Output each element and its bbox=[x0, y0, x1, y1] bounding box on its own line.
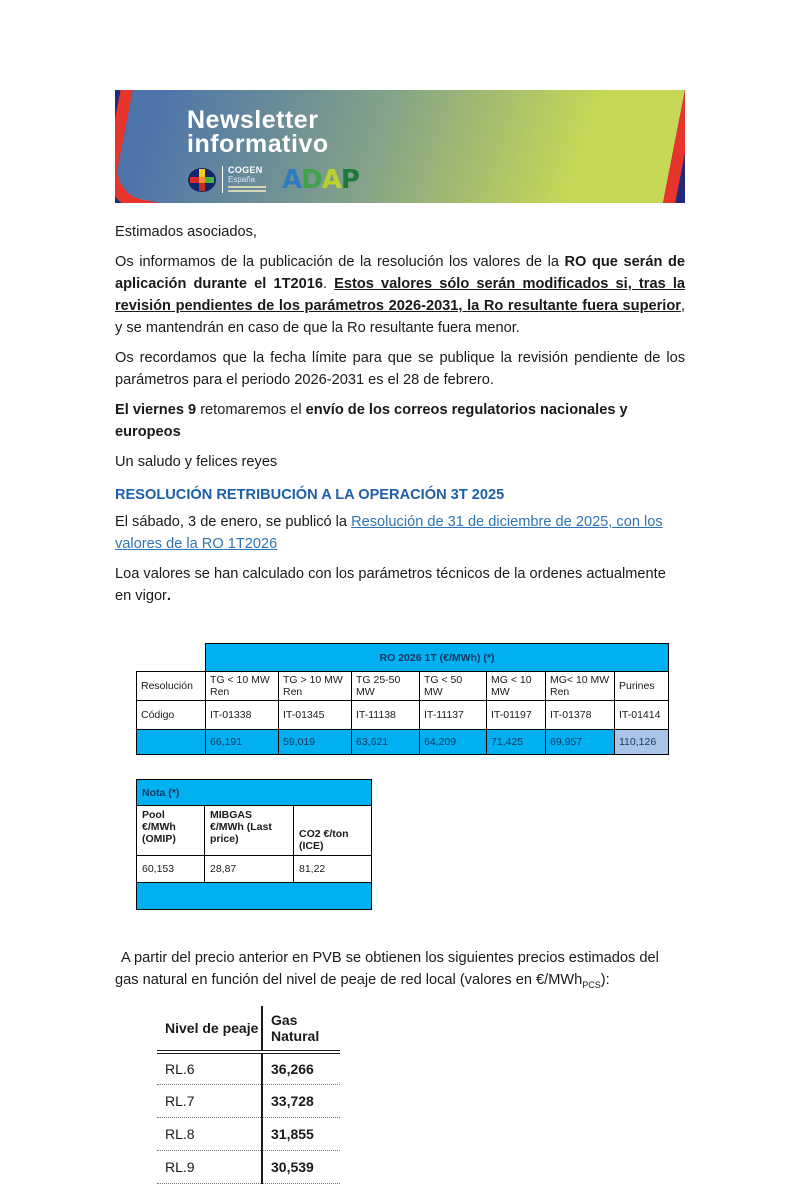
ro-table-title: RO 2026 1T (€/MWh) (*) bbox=[206, 644, 669, 672]
value-cell: 64,209 bbox=[420, 730, 487, 755]
adap-letter: P bbox=[340, 164, 359, 195]
bold-segment: envío de los correos regulatorios nacionales y europeos bbox=[115, 402, 628, 440]
value-cell: 71,425 bbox=[487, 730, 546, 755]
greeting-paragraph: Estimados asociados, bbox=[115, 224, 257, 240]
cogen-logo-text bbox=[222, 166, 266, 193]
column-header: MG < 10 MW bbox=[487, 672, 546, 701]
newsletter-page bbox=[115, 90, 685, 1184]
adap-letter: A bbox=[321, 164, 341, 195]
publication-paragraph bbox=[115, 251, 685, 339]
value-cell: 63,621 bbox=[352, 730, 420, 755]
table-row bbox=[157, 1085, 340, 1118]
section-heading: RESOLUCIÓN RETRIBUCIÓN A LA OPERACIÓN 3T 2025 bbox=[115, 487, 505, 503]
banner-title-line1: Newsletter bbox=[187, 106, 319, 134]
column-header: Nivel de peaje bbox=[157, 1006, 262, 1052]
column-header: Purines bbox=[615, 672, 669, 701]
adap-logo bbox=[282, 164, 359, 195]
code-cell: IT-01197 bbox=[487, 701, 546, 730]
gas-price-paragraph bbox=[115, 947, 685, 996]
table-row bbox=[137, 780, 372, 806]
banner-title-line2: informativo bbox=[187, 130, 329, 158]
value-cell: 28,87 bbox=[205, 856, 294, 883]
bold-segment: . bbox=[166, 588, 171, 604]
highlighted-value-cell: 110,126 bbox=[615, 730, 669, 755]
deadline-paragraph: Os recordamos que la fecha límite para que se publique la revisión pendiente de los parámetros para el periodo 2026-2031 es el 28 de febrero. bbox=[115, 350, 685, 388]
peaje-level-cell: RL.8 bbox=[157, 1118, 262, 1151]
code-cell: IT-01414 bbox=[615, 701, 669, 730]
value-cell: 60,153 bbox=[137, 856, 205, 883]
table-row bbox=[137, 883, 372, 910]
text-segment: A partir del precio anterior en PVB se obtienen los siguientes precios estimados del gas natural en función del nivel de peaje de red local (valores en €/MWh bbox=[115, 950, 659, 988]
table-row bbox=[157, 1118, 340, 1151]
text-segment: , y se mantendrán en caso de que la Ro resultante fuera menor. bbox=[115, 298, 685, 336]
text-segment: Os informamos de la publicación de la resolución los valores de la bbox=[115, 254, 565, 270]
nota-table bbox=[136, 779, 372, 910]
peaje-level-cell: RL.7 bbox=[157, 1085, 262, 1118]
column-header: Pool €/MWh (OMIP) bbox=[137, 806, 205, 856]
peaje-table bbox=[157, 1006, 340, 1184]
adap-letter: D bbox=[301, 164, 322, 195]
empty-cyan-row bbox=[137, 883, 372, 910]
column-header: TG < 50 MW bbox=[420, 672, 487, 701]
text-segment: retomaremos el bbox=[196, 402, 306, 418]
banner-title bbox=[187, 108, 359, 156]
cogen-espana-logo bbox=[187, 166, 266, 193]
code-cell: IT-11138 bbox=[352, 701, 420, 730]
text-segment: . bbox=[322, 276, 335, 292]
text-segment: Loa valores se han calculado con los parámetros técnicos de la ordenes actualmente en vigor bbox=[115, 566, 666, 604]
banner-content bbox=[187, 108, 359, 193]
code-cell: IT-01338 bbox=[206, 701, 279, 730]
gas-value-cell: 36,266 bbox=[262, 1052, 340, 1085]
resolution-link[interactable]: Resolución de 31 de diciembre de 2025, con los valores de la RO 1T2026 bbox=[115, 514, 663, 552]
banner-logos bbox=[187, 166, 359, 193]
bold-segment: El viernes 9 bbox=[115, 402, 197, 418]
blank-value-cell bbox=[137, 730, 206, 755]
row-label: Resolución bbox=[137, 672, 206, 701]
table-row bbox=[137, 672, 669, 701]
column-header: MG< 10 MW Ren bbox=[546, 672, 615, 701]
value-cell: 69,957 bbox=[546, 730, 615, 755]
nota-title: Nota (*) bbox=[137, 780, 372, 806]
subscript-pcs: PCS bbox=[582, 979, 601, 990]
value-cell: 66,191 bbox=[206, 730, 279, 755]
table-row bbox=[137, 806, 372, 856]
signoff-paragraph: Un saludo y felices reyes bbox=[115, 454, 278, 470]
table-row bbox=[137, 701, 669, 730]
gas-value-cell: 30,539 bbox=[262, 1151, 340, 1184]
cogen-emblem-icon bbox=[187, 167, 217, 193]
text-segment: ): bbox=[600, 972, 610, 988]
code-cell: IT-01345 bbox=[279, 701, 352, 730]
bold-underline-segment: Estos valores sólo serán modificados si, tras la revisión pendientes de los parámetros 2026-2031, la Ro resultante fuera superior bbox=[115, 276, 685, 314]
adap-letter: A bbox=[282, 164, 302, 195]
cogen-name: COGEN bbox=[228, 165, 263, 175]
value-cell: 81,22 bbox=[294, 856, 372, 883]
column-header: TG > 10 MW Ren bbox=[279, 672, 352, 701]
table-row bbox=[157, 1151, 340, 1184]
cogen-subtitle: España bbox=[228, 175, 256, 184]
resolution-paragraph bbox=[115, 511, 685, 555]
gas-value-cell: 31,855 bbox=[262, 1118, 340, 1151]
friday-paragraph bbox=[115, 399, 685, 443]
column-header: Gas Natural bbox=[262, 1006, 340, 1052]
bold-segment: RO que serán de aplicación durante el 1T2016 bbox=[115, 254, 685, 292]
gas-value-cell: 33,728 bbox=[262, 1085, 340, 1118]
column-header: TG < 10 MW Ren bbox=[206, 672, 279, 701]
table-row bbox=[137, 644, 669, 672]
table-row bbox=[137, 730, 669, 755]
column-header: MIBGAS €/MWh (Last price) bbox=[205, 806, 294, 856]
code-cell: IT-01378 bbox=[546, 701, 615, 730]
newsletter-banner bbox=[115, 90, 685, 203]
value-cell: 59,019 bbox=[279, 730, 352, 755]
column-header: TG 25-50 MW bbox=[352, 672, 420, 701]
code-cell: IT-11137 bbox=[420, 701, 487, 730]
column-header: CO2 €/ton (ICE) bbox=[294, 806, 372, 856]
text-segment: El sábado, 3 de enero, se publicó la bbox=[115, 514, 352, 530]
table-row bbox=[157, 1006, 340, 1052]
peaje-level-cell: RL.9 bbox=[157, 1151, 262, 1184]
row-label: Código bbox=[137, 701, 206, 730]
blank-cell bbox=[137, 644, 206, 672]
peaje-level-cell: RL.6 bbox=[157, 1052, 262, 1085]
table-row bbox=[157, 1052, 340, 1085]
parameters-paragraph bbox=[115, 563, 685, 607]
ro-values-table bbox=[136, 643, 669, 755]
cogen-tagline-lines bbox=[228, 186, 266, 192]
table-row bbox=[137, 856, 372, 883]
